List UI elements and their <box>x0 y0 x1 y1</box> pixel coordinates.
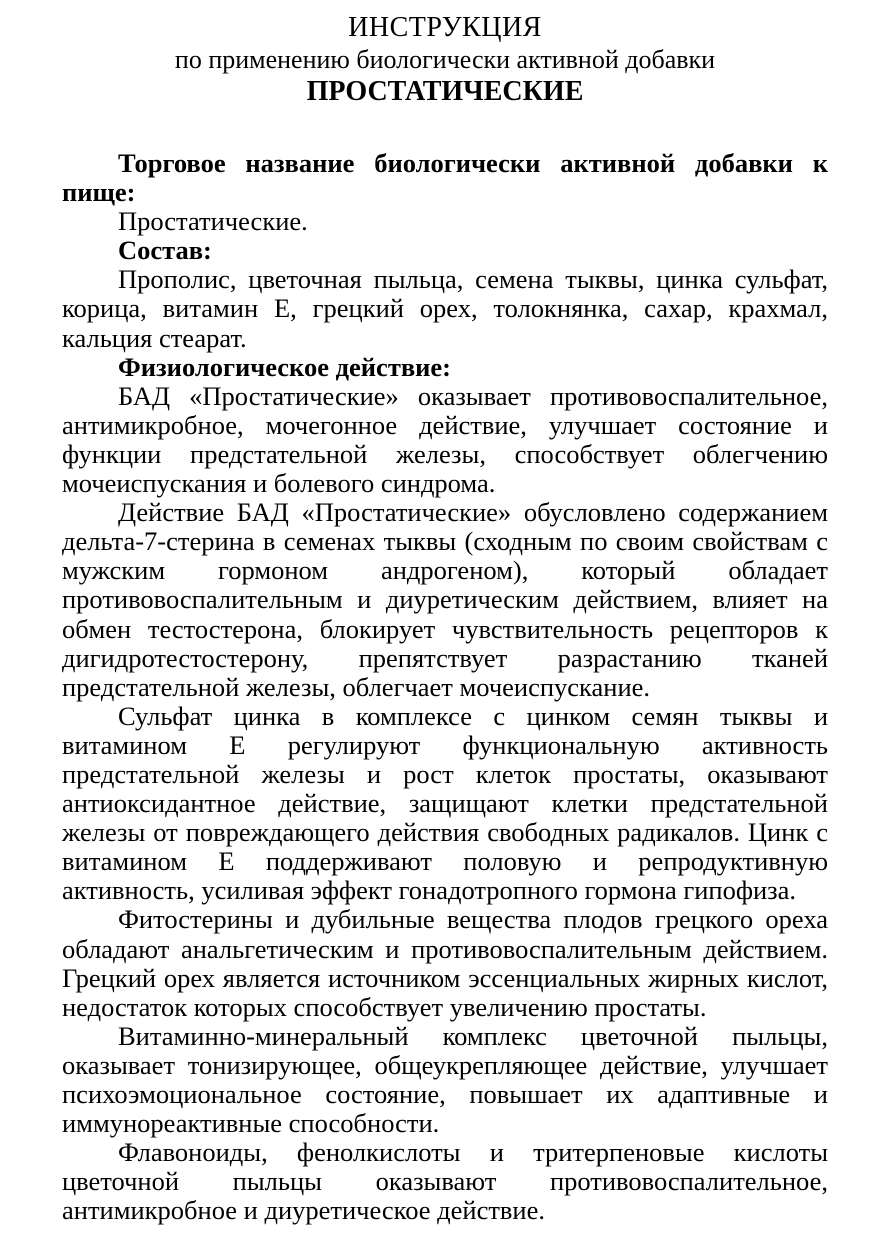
composition-text: Прополис, цветочная пыльца, семена тыквы, цинка сульфат, корица, витамин Е, грецкий орех, толокнянка, сахар, крахмал, кальция стеарат. <box>62 264 828 353</box>
trade-name-text: Простатические. <box>118 206 308 237</box>
physiological-action-heading: Физиологическое действие: <box>118 351 451 382</box>
action-paragraph: Витаминно-минеральный комплекс цветочной пыльцы, оказывает тонизирующее, общеукрепляющее действие, улучшает психоэмоциональное состояние, повышает их адаптивные и иммунореактивные способности. <box>62 1020 828 1139</box>
action-paragraph: Действие БАД «Простатические» обусловлено содержанием дельта-7-стерина в семенах тыквы (сходным по своим свойствам с мужским гормоном андрогеном), который обладает противовоспалительным и диуретическим действием, влияет на обмен тестостерона, блокирует чувствительность рецепторов к дигидротестостерону, препятствует разрастанию тканей предстательной железы, облегчает мочеиспускание. <box>62 497 828 702</box>
document-body <box>62 149 828 1225</box>
action-paragraph: Фитостерины и дубильные вещества плодов грецкого ореха обладают анальгетическим и противовоспалительным действием. Грецкий орех является источником эссенциальных жирных кислот, недостаток которых способствует увеличению простаты. <box>62 904 828 1022</box>
document-subtitle: по применению биологически активной добавки <box>174 45 716 74</box>
action-paragraph: Флавоноиды, фенолкислоты и тритерпеновые кислоты цветочной пыльцы оказывают противовоспалительное, антимикробное и диуретическое действие. <box>62 1137 828 1226</box>
document-type-title: ИНСТРУКЦИЯ <box>348 12 542 43</box>
action-paragraph: Сульфат цинка в комплексе с цинком семян тыквы и витамином Е регулируют функциональную активность предстательной железы и рост клеток простаты, оказывают антиоксидантное действие, защищают клетки предстательной железы от повреждающего действия свободных радикалов. Цинк с витамином Е поддерживают половую и репродуктивную активность, усиливая эффект гонадотропного гормона гипофиза. <box>62 700 828 906</box>
action-paragraph: БАД «Простатические» оказывает противовоспалительное, антимикробное, мочегонное действие, улучшает состояние и функции предстательной железы, способствует облегчению мочеиспускания и болевого синдрома. <box>62 380 828 499</box>
product-name-title: ПРОСТАТИЧЕСКИЕ <box>306 76 584 107</box>
composition-heading: Состав: <box>118 235 212 266</box>
trade-name-heading: Торговое название биологически активной добавки к пище: <box>62 148 828 208</box>
document-header <box>62 12 828 108</box>
